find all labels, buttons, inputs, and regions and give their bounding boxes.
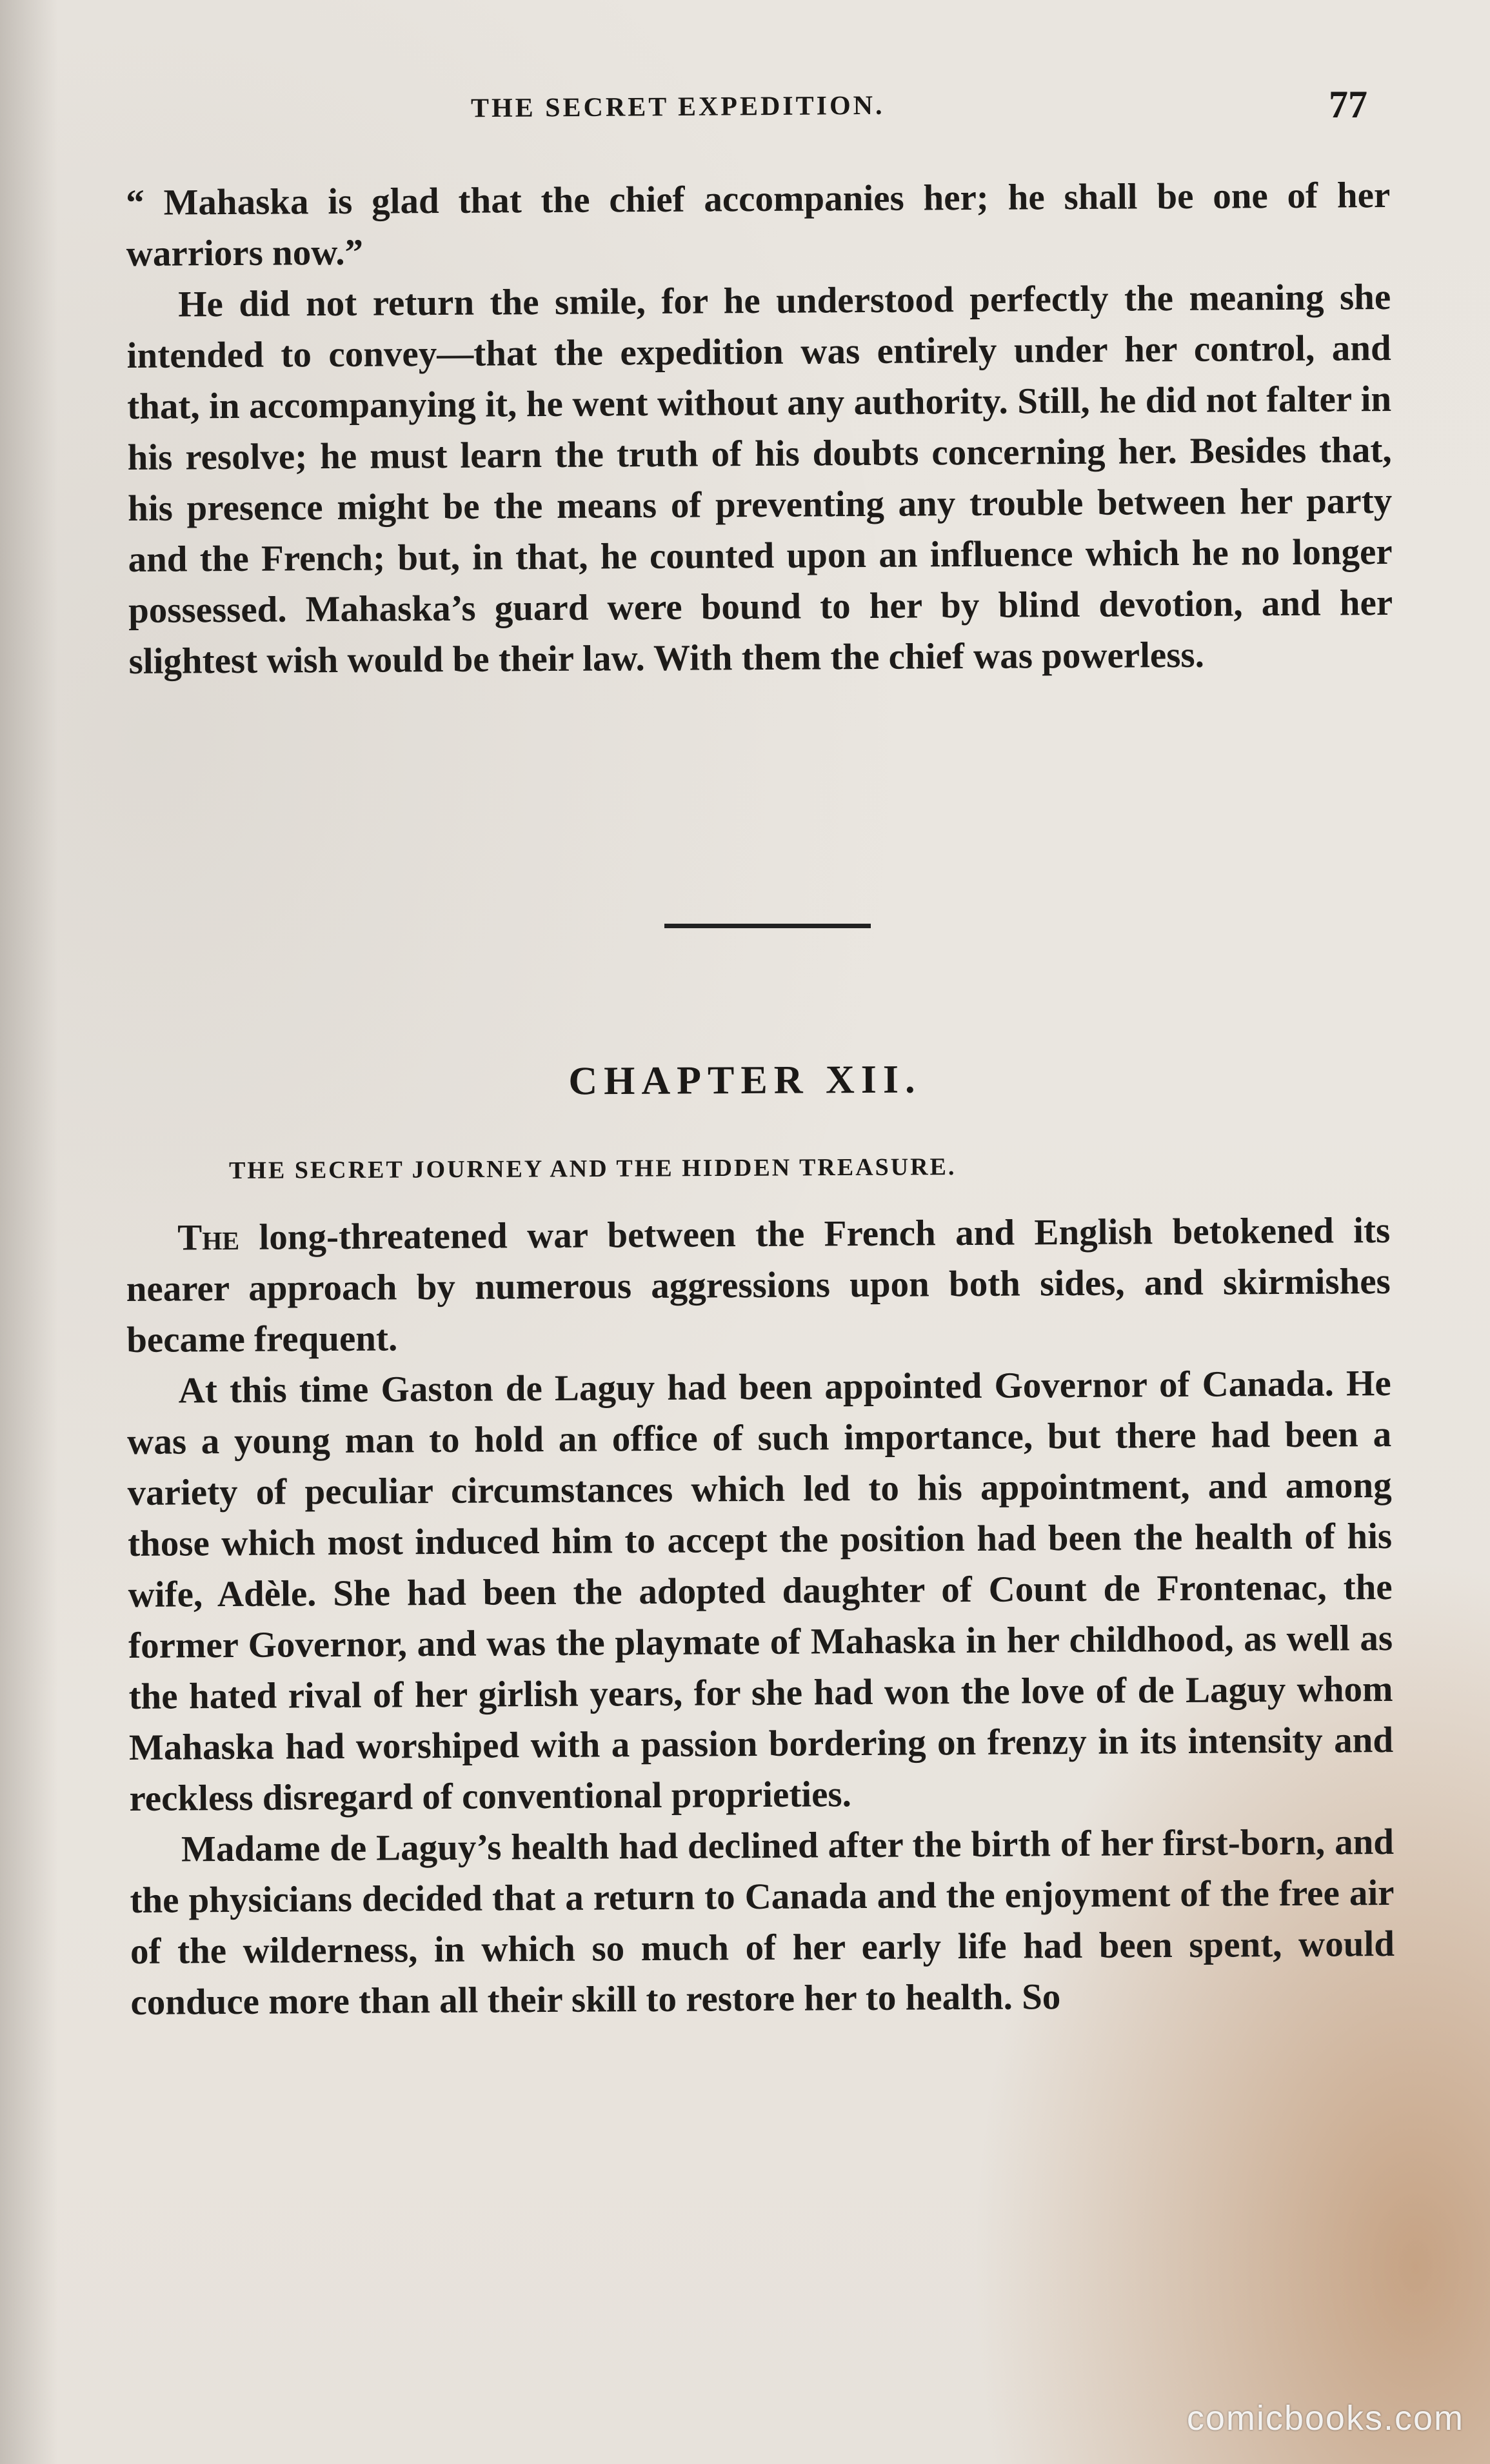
watermark: comicbooks.com [1186, 2399, 1464, 2438]
section-two-text [126, 1205, 1395, 2028]
first-paragraph-rest: long-threatened war between the French and English betokened its nearer approach by numerous aggressions upon both sides, and skirmishes became frequent. [126, 1210, 1391, 1360]
running-head [129, 83, 1393, 134]
paragraph-4: Madame de Laguy’s health had declined after the birth of her first-born, and the physicians decided that a return to Canada and the enjoyment of the free air of the wilderness, in which so much of her early life had been spent, would conduce more than all their skill to restore her to health. So [130, 1822, 1395, 2023]
page-number: 77 [1329, 83, 1367, 126]
lead-word: The [177, 1217, 240, 1258]
chapter-heading: CHAPTER XII. [568, 1057, 922, 1104]
paragraph-2: He did not return the smile, for he understood perfectly the meaning she intended to convey—that the expedition was entirely under her control, and that, in accompanying it, he went without any authority. Still, he did not falter in his resolve; he must learn the truth of his doubts concerning her. Besides that, his presence might be the means of preventing any trouble between her party and the French; but, in that, he counted upon an influence which he no longer possessed. Mahaska’s guard were bound to her by blind devotion, and her slightest wish would be their law. With them the chief was powerless. [126, 277, 1393, 682]
paragraph-3: At this time Gaston de Laguy had been appointed Governor of Canada. He was a young man to hold an office of such importance, but there had been a variety of peculiar circumstances which led to his appointment, and among those which most induced him to accept the position had been the health of his wife, Adèle. She had been the adopted daughter of Count de Frontenac, the former Governor, and was the playmate of Mahaska in her childhood, as well as the hated rival of her girlish years, for she had won the love of de Laguy whom Mahaska had worshiped with a passion bordering on frenzy in its intensity and reckless disregard of conventional proprieties. [126, 1363, 1394, 1819]
section-divider-rule [664, 924, 871, 928]
chapter-subtitle: THE SECRET JOURNEY AND THE HIDDEN TREASURE. [228, 1153, 957, 1184]
page-edge-shadow [0, 0, 58, 2464]
section-one-text [126, 170, 1393, 687]
chapter-first-paragraph [126, 1205, 1391, 1366]
running-title: THE SECRET EXPEDITION. [470, 90, 885, 124]
paragraph-1: “ Mahaska is glad that the chief accompanies her; he shall be one of her warriors now.” [126, 175, 1391, 274]
